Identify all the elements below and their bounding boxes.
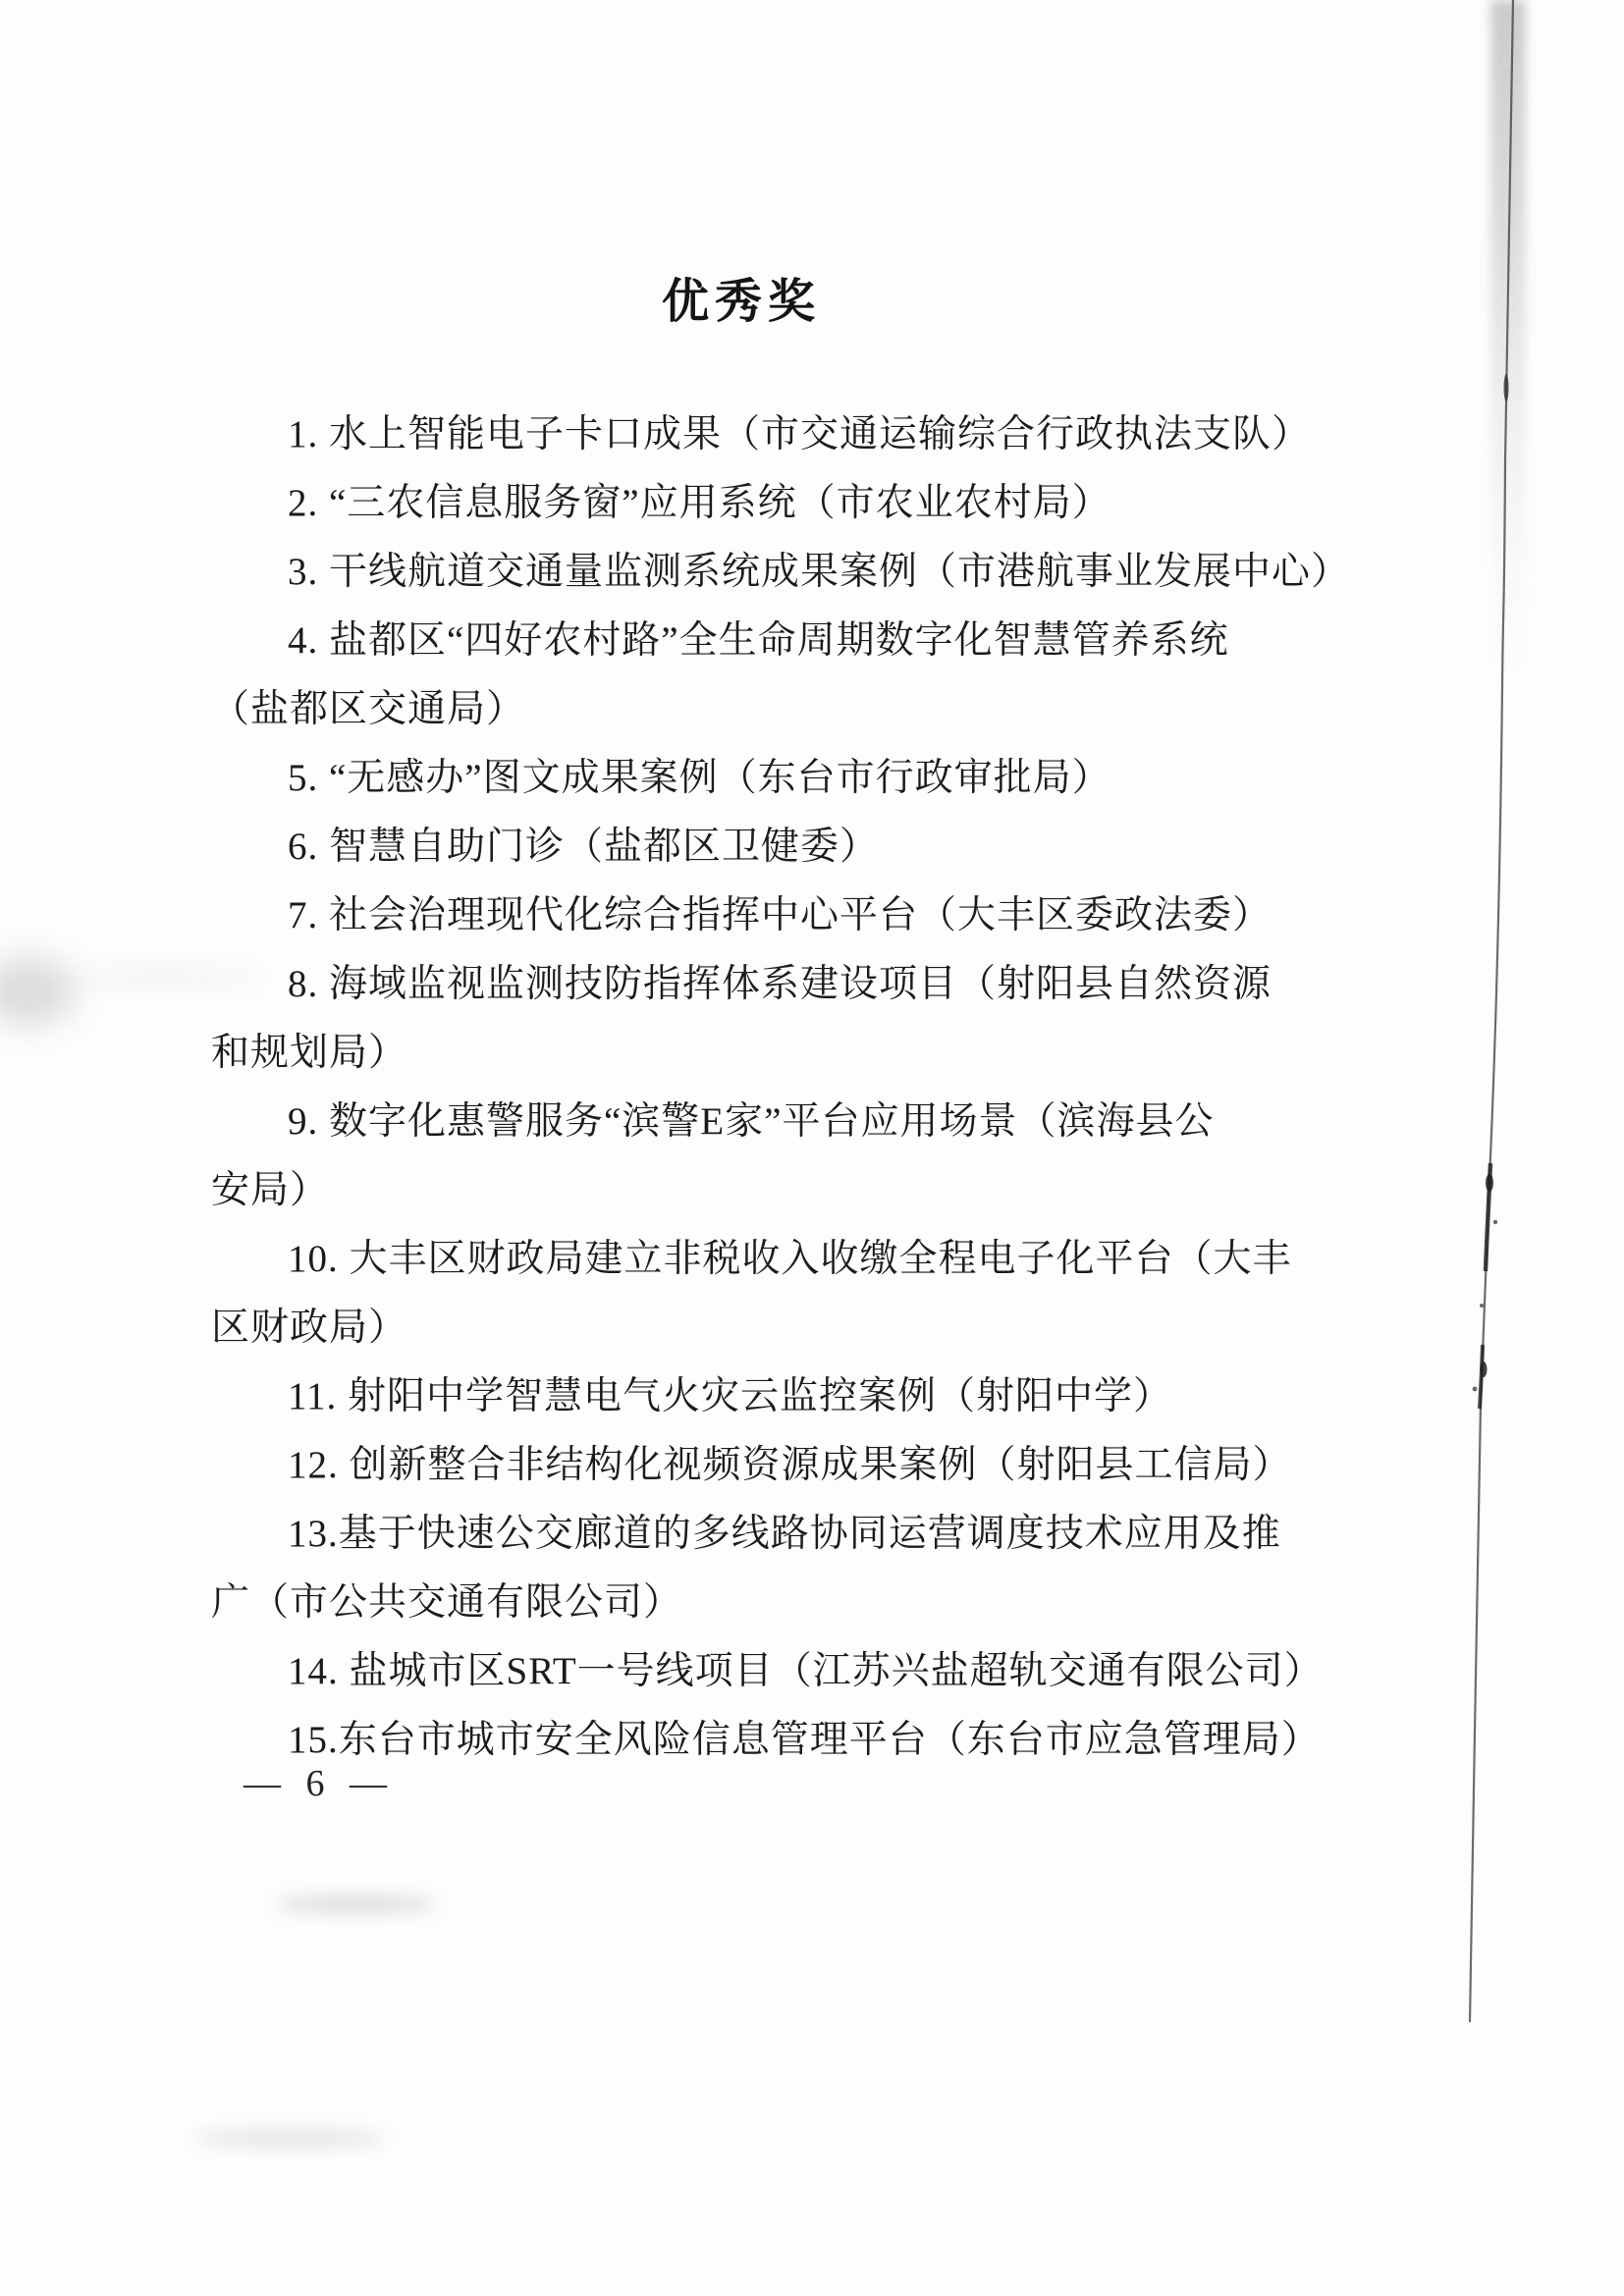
list-item-continuation: 和规划局）: [211, 1032, 408, 1074]
page-number: — 6 —: [244, 1763, 395, 1804]
scan-smudge: [0, 957, 76, 1026]
list-item: 15.东台市城市安全风险信息管理平台（东台市应急管理局）: [288, 1719, 1321, 1761]
list-item: 5. “无感办”图文成果案例（东台市行政审批局）: [288, 757, 1111, 799]
list-item: 6. 智慧自助门诊（盐都区卫健委）: [288, 826, 880, 868]
list-item: 10. 大丰区财政局建立非税收入收缴全程电子化平台（大丰: [288, 1238, 1292, 1280]
scan-line-artifact: [1414, 0, 1551, 2296]
list-item: 7. 社会治理现代化综合指挥中心平台（大丰区委政法委）: [288, 894, 1272, 936]
list-item-continuation: 安局）: [211, 1169, 330, 1211]
list-item: 9. 数字化惠警服务“滨警E家”平台应用场景（滨海县公: [288, 1100, 1215, 1143]
list-item: 8. 海域监视监测技防指挥体系建设项目（射阳县自然资源: [288, 963, 1272, 1005]
list-item: 11. 射阳中学智慧电气火灾云监控案例（射阳中学）: [288, 1375, 1173, 1417]
list-item: 12. 创新整合非结构化视频资源成果案例（射阳县工信局）: [288, 1444, 1292, 1486]
list-item: 13.基于快速公交廊道的多线路协同运营调度技术应用及推: [288, 1513, 1281, 1555]
list-item: 1. 水上智能电子卡口成果（市交通运输综合行政执法支队）: [288, 413, 1312, 455]
list-item: 3. 干线航道交通量监测系统成果案例（市港航事业发展中心）: [288, 551, 1351, 593]
page-title: 优秀奖: [661, 276, 821, 328]
list-item-continuation: 广（市公共交通有限公司）: [211, 1581, 683, 1624]
scan-smudge: [275, 1896, 437, 1912]
list-item: 4. 盐都区“四好农村路”全生命周期数字化智慧管养系统: [288, 619, 1229, 662]
list-item-continuation: （盐都区交通局）: [211, 688, 526, 730]
scan-smudge: [194, 2132, 386, 2145]
award-list: [211, 400, 1351, 1775]
list-item: 14. 盐城市区SRT一号线项目（江苏兴盐超轨交通有限公司）: [288, 1650, 1324, 1692]
list-item-continuation: 区财政局）: [211, 1307, 408, 1349]
list-item: 2. “三农信息服务窗”应用系统（市农业农村局）: [288, 482, 1111, 524]
